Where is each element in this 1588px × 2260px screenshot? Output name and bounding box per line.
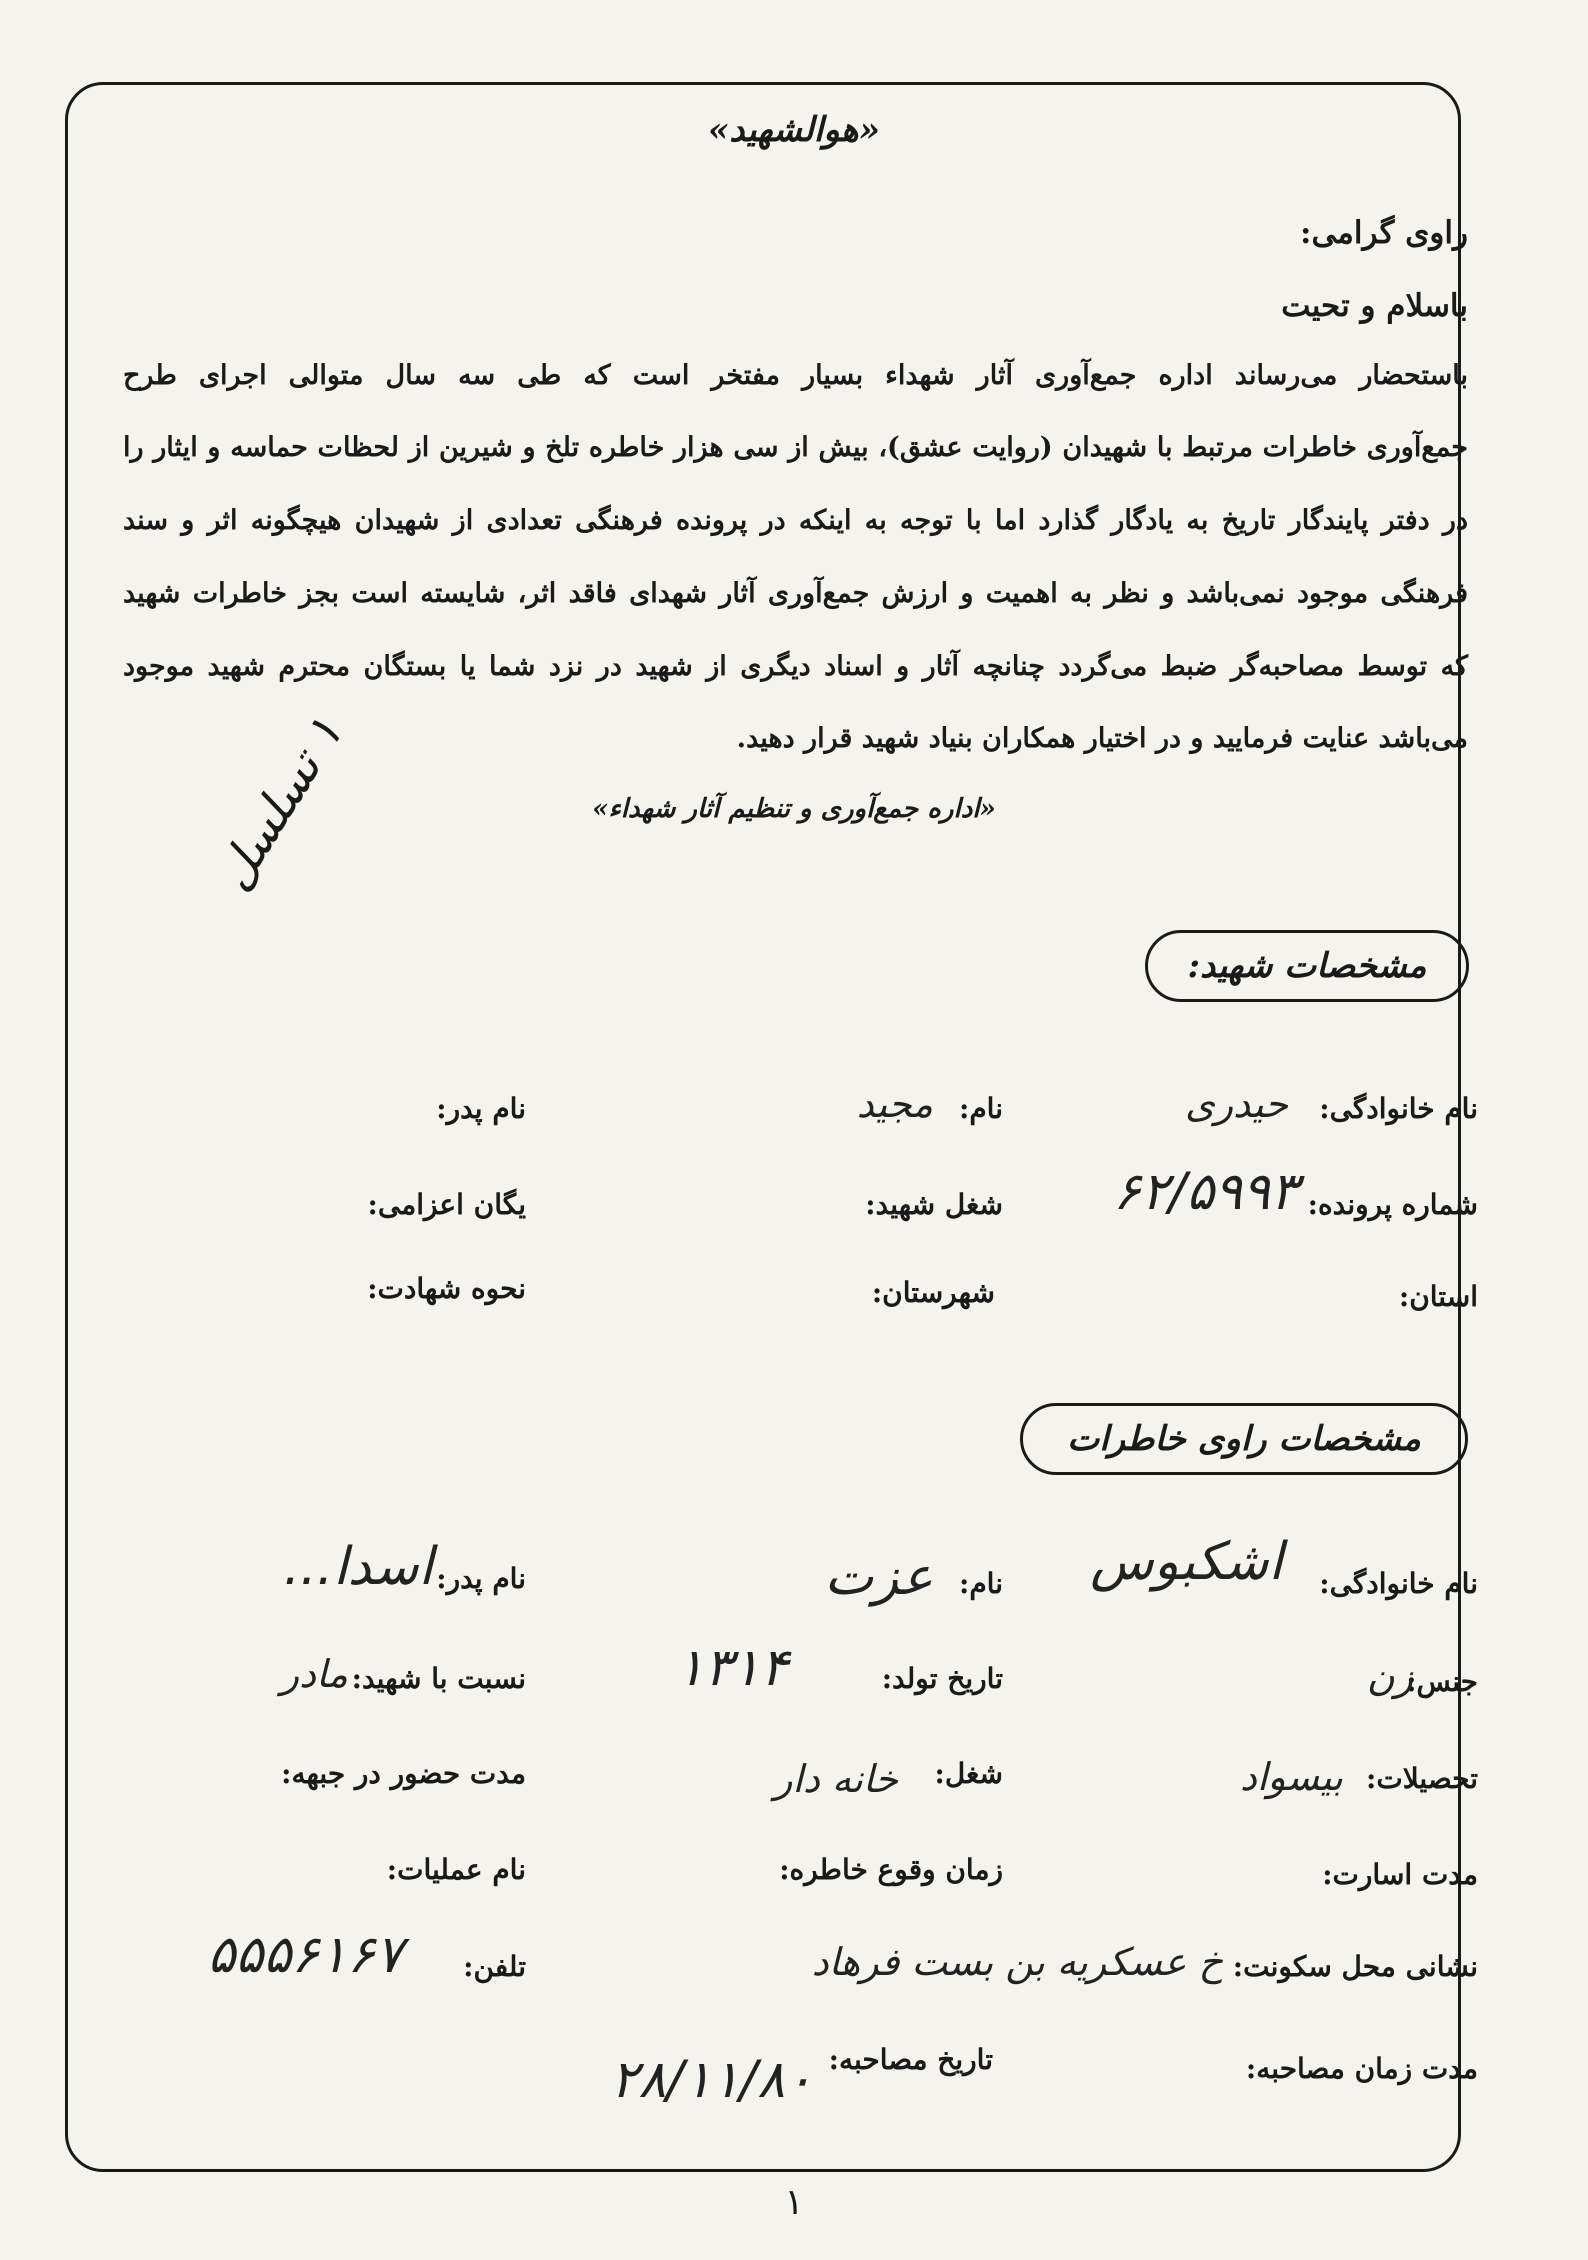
martyr-heading-text: مشخصات شهید: xyxy=(1187,946,1427,986)
narrator-name-value: عزت xyxy=(824,1547,933,1607)
narrator-address-label: نشانی محل سکونت: xyxy=(1232,1950,1478,1983)
narrator-operation-label: نام عملیات: xyxy=(386,1853,526,1886)
narrator-section-heading xyxy=(1020,1403,1468,1475)
narrator-address-value: خ عسکریه بن بست فرهاد xyxy=(811,1940,1223,1984)
letter-line: می‌باشد عنایت فرمایید و در اختیار همکاران بنیاد شهید قرار دهید. xyxy=(736,723,1468,754)
narrator-gender-value: زن xyxy=(1366,1655,1413,1699)
narrator-duration-label: مدت زمان مصاحبه: xyxy=(1245,2052,1478,2085)
narrator-name-label: نام: xyxy=(959,1567,1003,1600)
martyr-city-label: شهرستان: xyxy=(871,1276,995,1309)
martyr-file-label: شماره پرونده: xyxy=(1307,1188,1478,1221)
narrator-birth-value: ۱۳۱۴ xyxy=(676,1638,788,1698)
document-title: «هوالشهید» xyxy=(708,110,880,150)
letter-line: باستحضار می‌رساند اداره جمع‌آوری آثار شهداء بسیار مفتخر است که طی سه سال متوالی اجرای طرح xyxy=(123,360,1468,391)
narrator-phone-label: تلفن: xyxy=(463,1950,526,1983)
page-number: ۱ xyxy=(784,2182,804,2223)
narrator-occupation-label: شغل: xyxy=(934,1757,1003,1790)
narrator-family-label: نام خانوادگی: xyxy=(1319,1567,1478,1600)
handwritten-margin-note: ۱ تسلسل xyxy=(205,706,355,900)
martyr-province-label: استان: xyxy=(1398,1280,1478,1313)
martyr-name-label: نام: xyxy=(959,1092,1003,1125)
narrator-education-value: بیسواد xyxy=(1239,1755,1343,1799)
narrator-interview-date-value: ۲۸/۱۱/۸۰ xyxy=(610,2050,813,2110)
narrator-relation-value: مادر xyxy=(280,1652,348,1696)
office-signature: «اداره جمع‌آوری و تنظیم آثار شهداء» xyxy=(592,794,996,824)
narrator-education-label: تحصیلات: xyxy=(1366,1762,1478,1795)
martyr-section-heading xyxy=(1145,930,1469,1002)
narrator-memory-time-label: زمان وقوع خاطره: xyxy=(779,1853,1003,1886)
letter-line: فرهنگی موجود نمی‌باشد و نظر به اهمیت و ارزش جمع‌آوری آثار شهدای فاقد اثر، شایسته است بجز خاطرات شهید xyxy=(123,578,1468,609)
martyr-family-label: نام خانوادگی: xyxy=(1319,1092,1478,1125)
narrator-birth-label: تاریخ تولد: xyxy=(881,1662,1003,1695)
narrator-family-value: اشکبوس xyxy=(1090,1532,1283,1592)
narrator-father-value: اسدا... xyxy=(283,1537,433,1597)
narrator-relation-label: نسبت با شهید: xyxy=(351,1662,526,1695)
letter-line: که توسط مصاحبه‌گر ضبط می‌گردد چنانچه آثار و اسناد دیگری از شهید در نزد شما یا بستگان محترم شهید موجود xyxy=(123,651,1468,682)
letter-line: جمع‌آوری خاطرات مرتبط با شهیدان (روایت عشق)، بیش از سی هزار خاطره تلخ و شیرین از لحظات حماسه و ایثار را xyxy=(123,432,1468,463)
martyr-unit-label: یگان اعزامی: xyxy=(367,1188,526,1221)
narrator-occupation-value: خانه دار xyxy=(774,1757,898,1801)
martyr-job-label: شغل شهید: xyxy=(865,1188,1003,1221)
martyr-file-value: ۶۲/۵۹۹۳ xyxy=(1112,1162,1298,1222)
narrator-gender-label: جنس: xyxy=(1406,1665,1478,1698)
narrator-heading-text: مشخصات راوی خاطرات xyxy=(1067,1419,1421,1459)
martyr-martyrdom-label: نحوه شهادت: xyxy=(367,1272,526,1305)
narrator-front-label: مدت حضور در جبهه: xyxy=(281,1757,526,1790)
letter-line: در دفتر پایندگار تاریخ به یادگار گذارد اما با توجه به اینکه در پرونده فرهنگی تعدادی از شهیدان هیچگونه اثر و سند xyxy=(123,505,1468,536)
narrator-interview-date-label: تاریخ مصاحبه: xyxy=(828,2043,993,2076)
greeting: باسلام و تحیت xyxy=(1281,288,1468,324)
page-border xyxy=(65,82,1461,2172)
martyr-name-value: مجید xyxy=(856,1082,933,1126)
martyr-father-label: نام پدر: xyxy=(436,1092,526,1125)
narrator-phone-value: ۵۵۵۶۱۶۷ xyxy=(207,1925,403,1985)
martyr-family-value: حیدری xyxy=(1185,1082,1288,1126)
salutation: راوی گرامی: xyxy=(1300,215,1468,251)
narrator-captivity-label: مدت اسارت: xyxy=(1322,1858,1478,1891)
narrator-father-label: نام پدر: xyxy=(436,1562,526,1595)
